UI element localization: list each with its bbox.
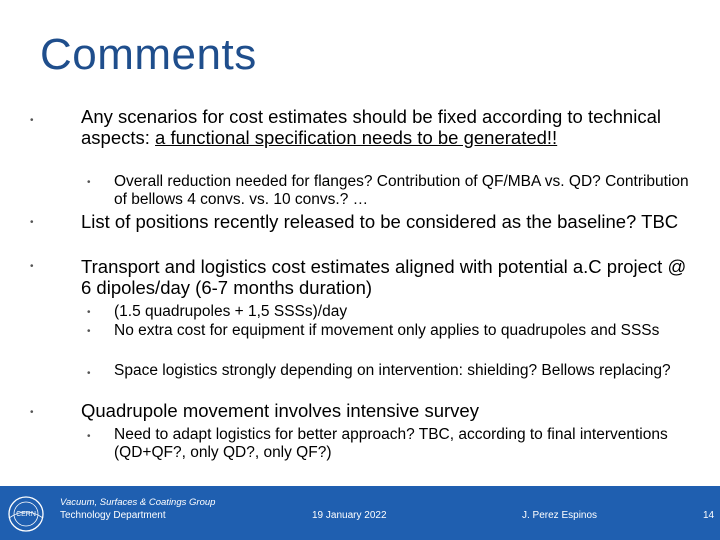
- bullet-marker: •: [87, 431, 91, 442]
- bullet-marker: •: [87, 326, 91, 337]
- footer-date: 19 January 2022: [312, 510, 387, 521]
- bullet-1-text: Any scenarios for cost estimates should be fixed according to technical aspects:: [81, 106, 661, 148]
- footer-department: Technology Department: [60, 510, 166, 521]
- sub-bullet-3-3: Space logistics strongly depending on intervention: shielding? Bellows replacing?: [114, 362, 671, 379]
- sub-bullet-3-1: (1.5 quadrupoles + 1,5 SSSs)/day: [114, 303, 348, 320]
- sub-bullet-3-2: No extra cost for equipment if movement only applies to quadrupoles and SSSs: [114, 322, 660, 339]
- bullet-marker: •: [87, 177, 91, 188]
- sub-bullet-4-1: Need to adapt logistics for better approach? TBC, according to final interventions (QD+QF?, only QD?, only QF?): [114, 426, 668, 461]
- bullet-item-2: List of positions recently released to be considered as the baseline? TBC: [81, 211, 679, 232]
- page-number: 14: [703, 510, 715, 521]
- bullet-marker: •: [30, 407, 34, 418]
- bullet-item-4: Quadrupole movement involves intensive survey: [81, 400, 479, 421]
- bullet-marker: •: [87, 307, 91, 318]
- bullet-marker: •: [30, 115, 34, 126]
- page-title: Comments: [40, 30, 257, 79]
- cern-logo-icon: [6, 494, 46, 534]
- bullet-1-underlined: a functional specification needs to be generated!!: [155, 126, 558, 148]
- sub-bullet-1-1: Overall reduction needed for flanges? Contribution of QF/MBA vs. QD? Contribution of bellows 4 convs. vs. 10 convs.? …: [114, 173, 689, 208]
- bullet-item-3: Transport and logistics cost estimates aligned with potential a.C project @ 6 dipoles/day (6-7 months duration): [81, 256, 687, 298]
- footer-bar: [0, 486, 720, 540]
- bullet-marker: •: [30, 261, 34, 272]
- bullet-item-1: [81, 107, 691, 148]
- bullet-marker: •: [30, 217, 34, 228]
- bullet-marker: •: [87, 368, 91, 379]
- footer-author: J. Perez Espinos: [522, 510, 598, 521]
- footer-group: Vacuum, Surfaces & Coatings Group: [60, 497, 216, 508]
- svg-text:CERN: CERN: [16, 511, 36, 518]
